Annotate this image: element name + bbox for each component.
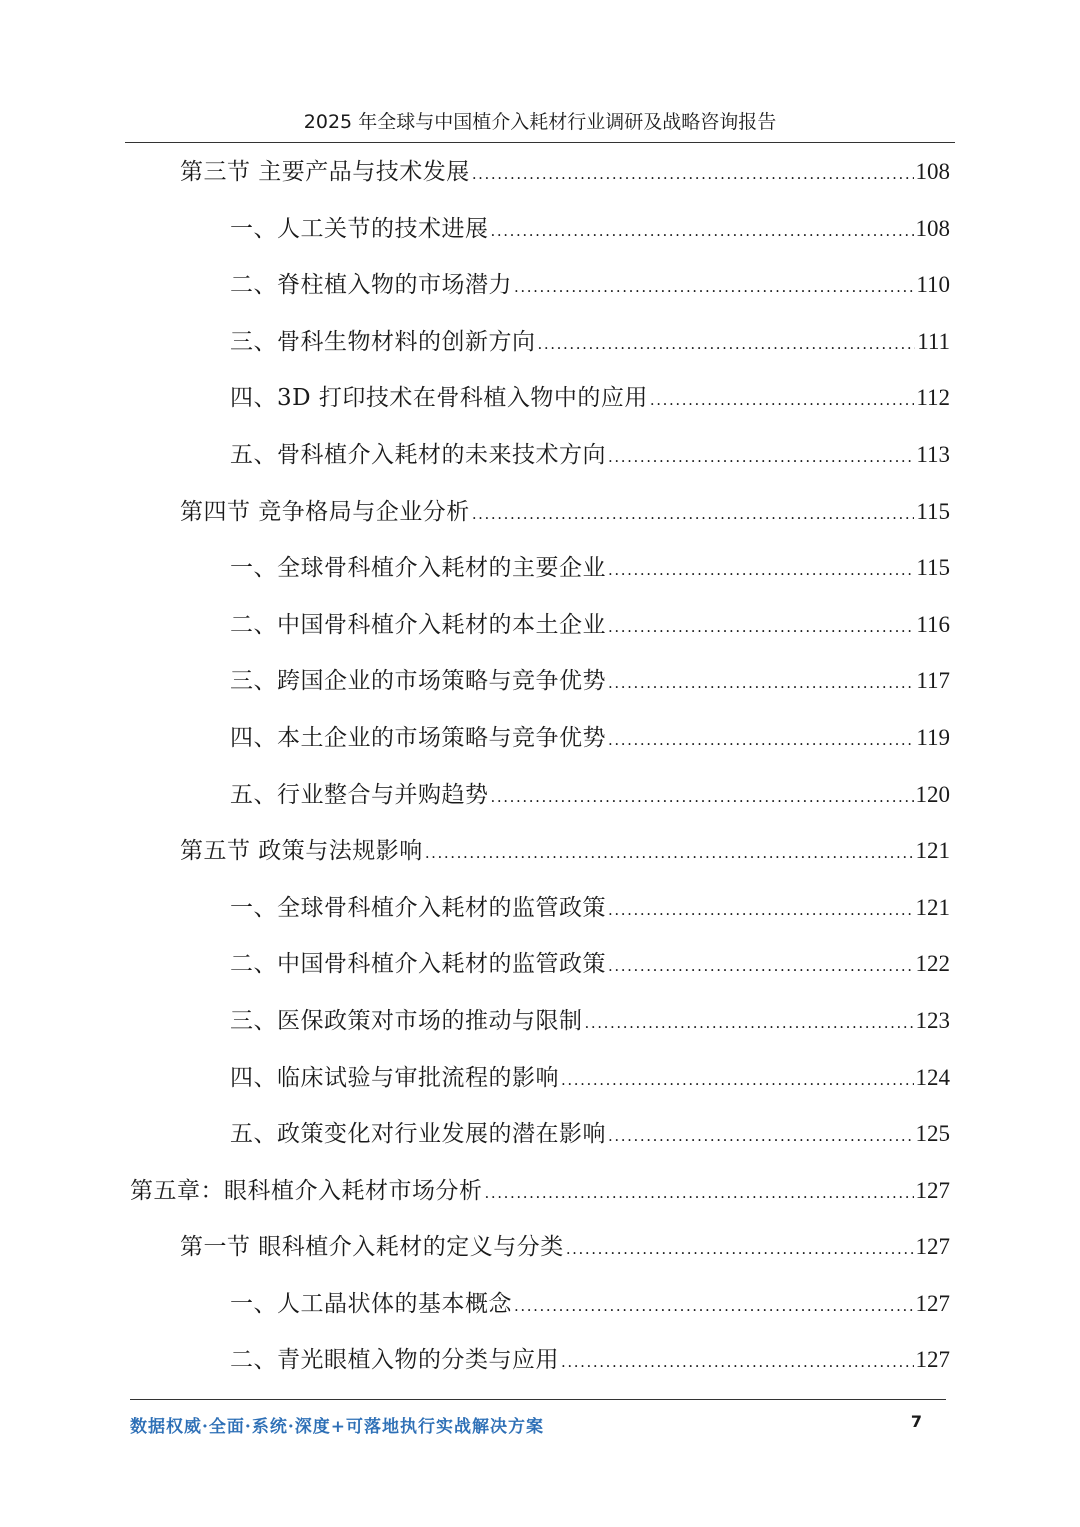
toc-entry-item[interactable] [230, 437, 950, 473]
toc-leader-dots [561, 1062, 914, 1098]
toc-entry-label: 第五章：眼科植介入耗材市场分析 [130, 1178, 483, 1204]
toc-entry-page: 121 [915, 838, 950, 863]
toc-entry-page: 127 [915, 1178, 950, 1203]
toc-entry-page: 121 [915, 895, 950, 920]
toc-entry-page: 112 [916, 385, 950, 410]
toc-leader-dots [472, 156, 914, 192]
toc-entry-label: 五、行业整合与并购趋势 [230, 782, 489, 808]
toc-leader-dots [491, 213, 914, 249]
toc-entry-page: 113 [916, 442, 950, 467]
toc-entry-item[interactable] [230, 324, 950, 360]
toc-entry-item[interactable] [230, 946, 950, 982]
page-header [125, 104, 955, 143]
toc-entry-section[interactable] [180, 833, 950, 869]
toc-entry-item[interactable] [230, 890, 950, 926]
toc-leader-dots [608, 439, 914, 475]
toc-entry-label: 一、全球骨科植介入耗材的主要企业 [230, 555, 606, 581]
toc-entry-chapter[interactable] [130, 1173, 950, 1209]
toc-entry-label: 四、临床试验与审批流程的影响 [230, 1065, 559, 1091]
toc-entry-item[interactable] [230, 211, 950, 247]
toc-entry-item[interactable] [230, 663, 950, 699]
toc-entry-label: 五、政策变化对行业发展的潜在影响 [230, 1121, 606, 1147]
toc-leader-dots [650, 382, 914, 418]
toc-entry-page: 127 [915, 1234, 950, 1259]
toc-leader-dots [514, 269, 914, 305]
toc-entry-page: 116 [916, 612, 950, 637]
toc-leader-dots [608, 665, 914, 701]
footer-divider [130, 1399, 946, 1400]
toc-entry-page: 115 [916, 555, 950, 580]
toc-leader-dots [608, 1118, 914, 1154]
toc-entry-item[interactable] [230, 1003, 950, 1039]
toc-leader-dots [561, 1344, 914, 1380]
toc-entry-label: 四、3D 打印技术在骨科植入物中的应用 [230, 385, 648, 411]
toc-entry-item[interactable] [230, 380, 950, 416]
toc-entry-label: 三、跨国企业的市场策略与竞争优势 [230, 668, 606, 694]
toc-entry-label: 二、青光眼植入物的分类与应用 [230, 1347, 559, 1373]
toc-entry-page: 115 [916, 499, 950, 524]
toc-leader-dots [608, 552, 914, 588]
toc-entry-label: 五、骨科植介入耗材的未来技术方向 [230, 442, 606, 468]
toc-entry-label: 二、中国骨科植介入耗材的监管政策 [230, 951, 606, 977]
toc-entry-item[interactable] [230, 1116, 950, 1152]
toc-entry-page: 122 [915, 951, 950, 976]
toc-entry-item[interactable] [230, 607, 950, 643]
toc-entry-section[interactable] [180, 1229, 950, 1265]
toc-leader-dots [608, 722, 914, 758]
toc-entry-page: 108 [915, 216, 950, 241]
report-title: 2025 年全球与中国植介入耗材行业调研及战略咨询报告 [303, 111, 777, 133]
toc-entry-item[interactable] [230, 1342, 950, 1378]
toc-entry-label: 一、全球骨科植介入耗材的监管政策 [230, 895, 606, 921]
toc-entry-label: 三、骨科生物材料的创新方向 [230, 329, 536, 355]
toc-entry-page: 117 [916, 668, 950, 693]
toc-leader-dots [514, 1288, 914, 1324]
toc-entry-label: 第三节 主要产品与技术发展 [180, 159, 470, 185]
toc-entry-page: 125 [915, 1121, 950, 1146]
toc-leader-dots [472, 496, 915, 532]
toc-entry-label: 一、人工关节的技术进展 [230, 216, 489, 242]
page-number: 7 [910, 1412, 922, 1431]
toc-entry-page: 123 [915, 1008, 950, 1033]
toc-leader-dots [608, 609, 914, 645]
toc-leader-dots [566, 1231, 914, 1267]
toc-entry-label: 第四节 竞争格局与企业分析 [180, 499, 470, 525]
toc-entry-label: 一、人工晶状体的基本概念 [230, 1291, 512, 1317]
toc-leader-dots [538, 326, 916, 362]
toc-entry-label: 第五节 政策与法规影响 [180, 838, 423, 864]
toc-entry-item[interactable] [230, 777, 950, 813]
toc-entry-item[interactable] [230, 1060, 950, 1096]
toc-leader-dots [491, 779, 914, 815]
toc-entry-page: 108 [915, 159, 950, 184]
toc-leader-dots [608, 948, 914, 984]
toc-entry-page: 110 [916, 272, 950, 297]
toc-entry-page: 111 [917, 329, 950, 354]
toc-entry-section[interactable] [180, 154, 950, 190]
toc-leader-dots [485, 1175, 914, 1211]
toc-entry-page: 124 [915, 1065, 950, 1090]
toc-entry-page: 119 [916, 725, 950, 750]
toc-leader-dots [608, 892, 914, 928]
toc-entry-label: 第一节 眼科植介入耗材的定义与分类 [180, 1234, 564, 1260]
toc-entry-item[interactable] [230, 1286, 950, 1322]
toc-entry-item[interactable] [230, 550, 950, 586]
toc-entry-page: 127 [915, 1347, 950, 1372]
toc-entry-item[interactable] [230, 720, 950, 756]
toc-entry-page: 127 [915, 1291, 950, 1316]
toc-entry-section[interactable] [180, 494, 950, 530]
footer-slogan: 数据权威·全面·系统·深度+可落地执行实战解决方案 [130, 1417, 544, 1437]
toc-entry-label: 二、中国骨科植介入耗材的本土企业 [230, 612, 606, 638]
toc-entry-item[interactable] [230, 267, 950, 303]
toc-entry-label: 三、医保政策对市场的推动与限制 [230, 1008, 583, 1034]
toc-entry-page: 120 [915, 782, 950, 807]
toc-leader-dots [585, 1005, 914, 1041]
toc-leader-dots [425, 835, 914, 871]
toc-entry-label: 四、本土企业的市场策略与竞争优势 [230, 725, 606, 751]
toc-entry-label: 二、脊柱植入物的市场潜力 [230, 272, 512, 298]
